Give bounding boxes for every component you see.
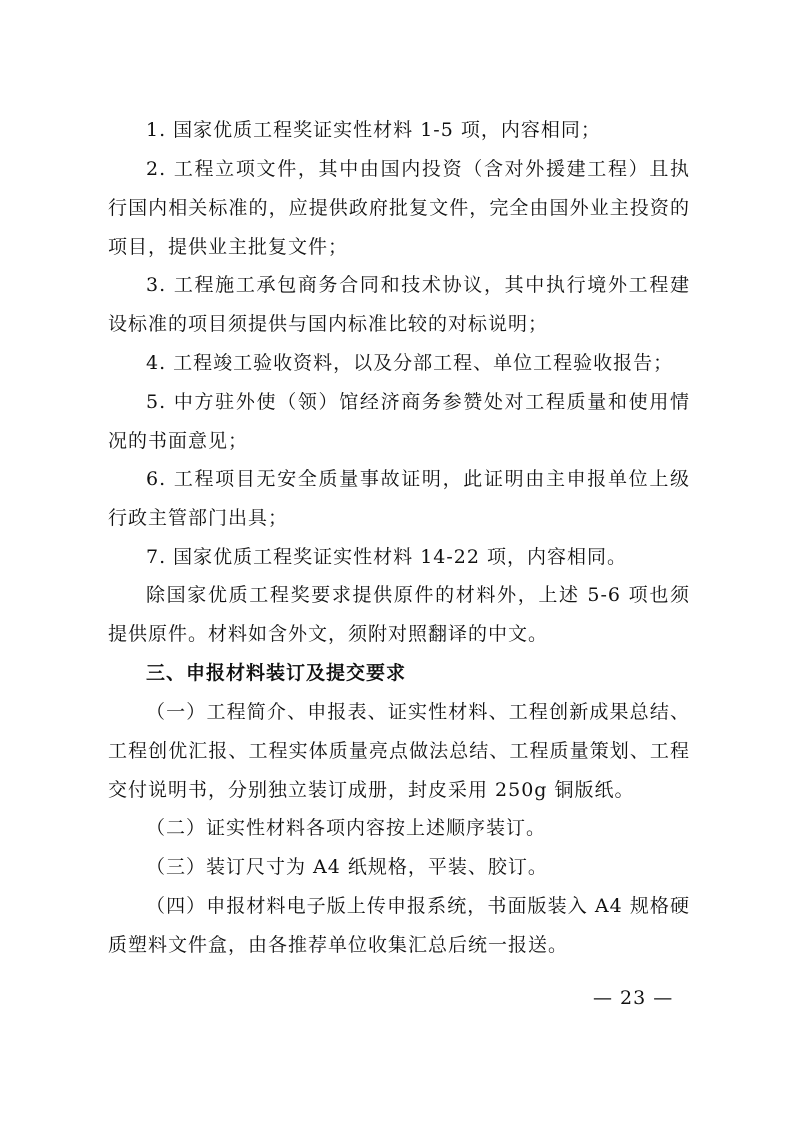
item-5-paragraph: 5. 中方驻外使（领）馆经济商务参赞处对工程质量和使用情况的书面意见； bbox=[108, 391, 690, 452]
binding-item-2-paragraph: （二）证实性材料各项内容按上述顺序装订。 bbox=[146, 817, 547, 839]
original-copy-note-paragraph: 除国家优质工程奖要求提供原件的材料外，上述 5-6 项也须提供原件。材料如含外文，须附对照翻译的中文。 bbox=[108, 584, 690, 645]
item-2-paragraph: 2. 工程立项文件，其中由国内投资（含对外援建工程）且执行国内相关标准的，应提供政府批复文件，完全由国外业主投资的项目，提供业主批复文件； bbox=[108, 158, 690, 258]
binding-item-3-paragraph: （三）装订尺寸为 A4 纸规格，平装、胶订。 bbox=[146, 856, 548, 878]
item-6-paragraph: 6. 工程项目无安全质量事故证明，此证明由主申报单位上级行政主管部门出具； bbox=[108, 468, 690, 529]
item-4-paragraph: 4. 工程竣工验收资料，以及分部工程、单位工程验收报告； bbox=[146, 352, 674, 374]
item-3-paragraph: 3. 工程施工承包商务合同和技术协议，其中执行境外工程建设标准的项目须提供与国内标准比较的对标说明； bbox=[108, 274, 690, 335]
page-number: — 23 — bbox=[593, 987, 674, 1009]
binding-item-4-paragraph: （四）申报材料电子版上传申报系统，书面版装入 A4 规格硬质塑料文件盒，由各推荐单位收集汇总后统一报送。 bbox=[108, 895, 690, 956]
section-heading: 三、申报材料装订及提交要求 bbox=[146, 662, 407, 684]
binding-item-1-paragraph: （一）工程简介、申报表、证实性材料、工程创新成果总结、工程创优汇报、工程实体质量亮点做法总结、工程质量策划、工程交付说明书，分别独立装订成册，封皮采用 250g 铜版纸。 bbox=[108, 701, 690, 801]
item-7-paragraph: 7. 国家优质工程奖证实性材料 14-22 项，内容相同。 bbox=[146, 546, 628, 568]
item-1-paragraph: 1. 国家优质工程奖证实性材料 1-5 项，内容相同； bbox=[146, 119, 601, 141]
